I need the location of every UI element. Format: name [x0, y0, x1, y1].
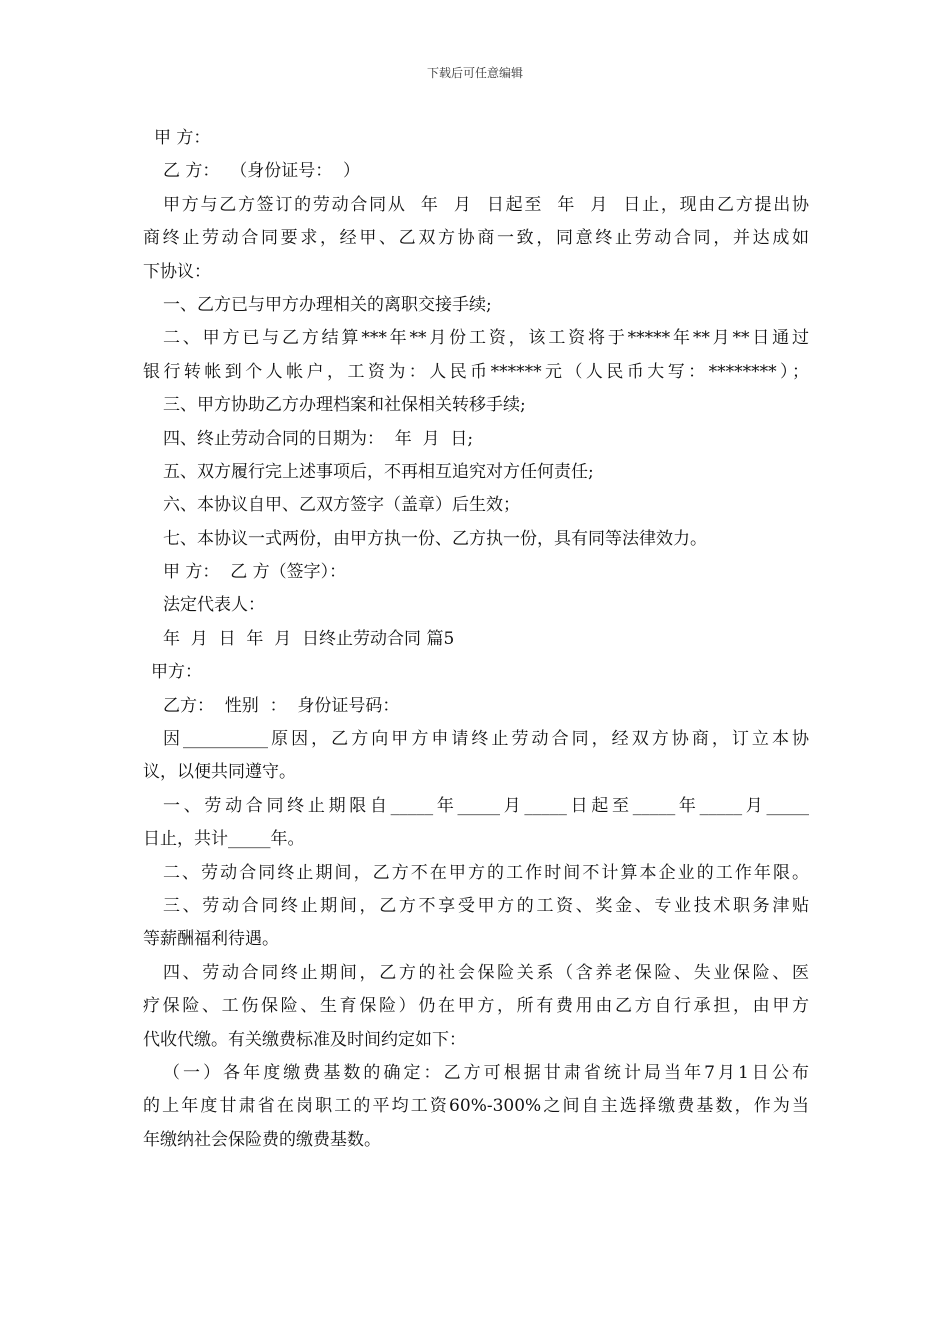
text-line-13: 七、本协议一式两份，由甲方执一份、乙方执一份，具有同等法律效力。: [163, 528, 707, 549]
text-line-27: 疗保险、工伤保险、生育保险）仍在甲方，所有费用由乙方自行承担，由甲方: [143, 996, 809, 1017]
text-line-24: 三、劳动合同终止期间，乙方不享受甲方的工资、奖金、专业技术职务津贴: [163, 895, 809, 916]
text-line-6: 一、乙方已与甲方办理相关的离职交接手续;: [163, 294, 492, 315]
text-line-25: 等薪酬福利待遇。: [143, 929, 279, 950]
text-line-14: 甲 方： 乙 方（签字）：: [163, 562, 347, 583]
text-line-18: 乙方： 性别 ： 身份证号码：: [163, 695, 400, 716]
text-line-15: 法定代表人：: [163, 595, 265, 616]
text-line-29: （一）各年度缴费基数的确定：乙方可根据甘肃省统计局当年7月1日公布: [163, 1062, 809, 1083]
text-line-16: 年 月 日 年 月 日终止劳动合同 篇5: [163, 628, 455, 649]
text-line-26: 四、劳动合同终止期间，乙方的社会保险关系（含养老保险、失业保险、医: [163, 962, 809, 983]
text-line-17: 甲方：: [151, 662, 202, 683]
text-line-22: 日止，共计_____年。: [143, 829, 305, 850]
text-line-2: 乙 方： （身份证号： ）: [163, 161, 361, 182]
text-line-28: 代收代缴。有关缴费标准及时间约定如下：: [143, 1029, 466, 1050]
text-line-20: 议，以便共同遵守。: [143, 762, 296, 783]
text-line-3: 甲方与乙方签订的劳动合同从 年 月 日起至 年 月 日止，现由乙方提出协: [163, 194, 809, 215]
text-line-9: 三、甲方协助乙方办理档案和社保相关转移手续;: [163, 395, 526, 416]
text-line-8: 银行转帐到个人帐户，工资为：人民币******元（人民币大写：********）；: [143, 361, 809, 382]
text-line-11: 五、双方履行完上述事项后，不再相互追究对方任何责任;: [163, 461, 594, 482]
text-line-4: 商终止劳动合同要求，经甲、乙双方协商一致，同意终止劳动合同，并达成如: [143, 228, 809, 249]
text-line-21: 一、劳动合同终止期限自_____年_____月_____日起至_____年_____月_____: [163, 795, 809, 816]
text-line-31: 年缴纳社会保险费的缴费基数。: [143, 1129, 381, 1150]
text-line-7: 二、甲方已与乙方结算***年**月份工资，该工资将于*****年**月**日通过: [163, 328, 809, 349]
document-body: [143, 122, 809, 1157]
text-line-1: 甲 方：: [154, 128, 211, 148]
text-line-23: 二、劳动合同终止期间，乙方不在甲方的工作时间不计算本企业的工作年限。: [163, 862, 809, 883]
text-line-12: 六、本协议自甲、乙双方签字（盖章）后生效；: [163, 495, 520, 516]
text-line-5: 下协议：: [143, 261, 211, 282]
text-line-10: 四、终止劳动合同的日期为： 年 月 日;: [163, 428, 474, 449]
page-header: 下载后可任意编辑: [426, 66, 523, 80]
text-line-19: 因__________原因，乙方向甲方申请终止劳动合同，经双方协商，订立本协: [163, 729, 809, 750]
text-line-30: 的上年度甘肃省在岗职工的平均工资60%-300%之间自主选择缴费基数，作为当: [143, 1096, 809, 1117]
